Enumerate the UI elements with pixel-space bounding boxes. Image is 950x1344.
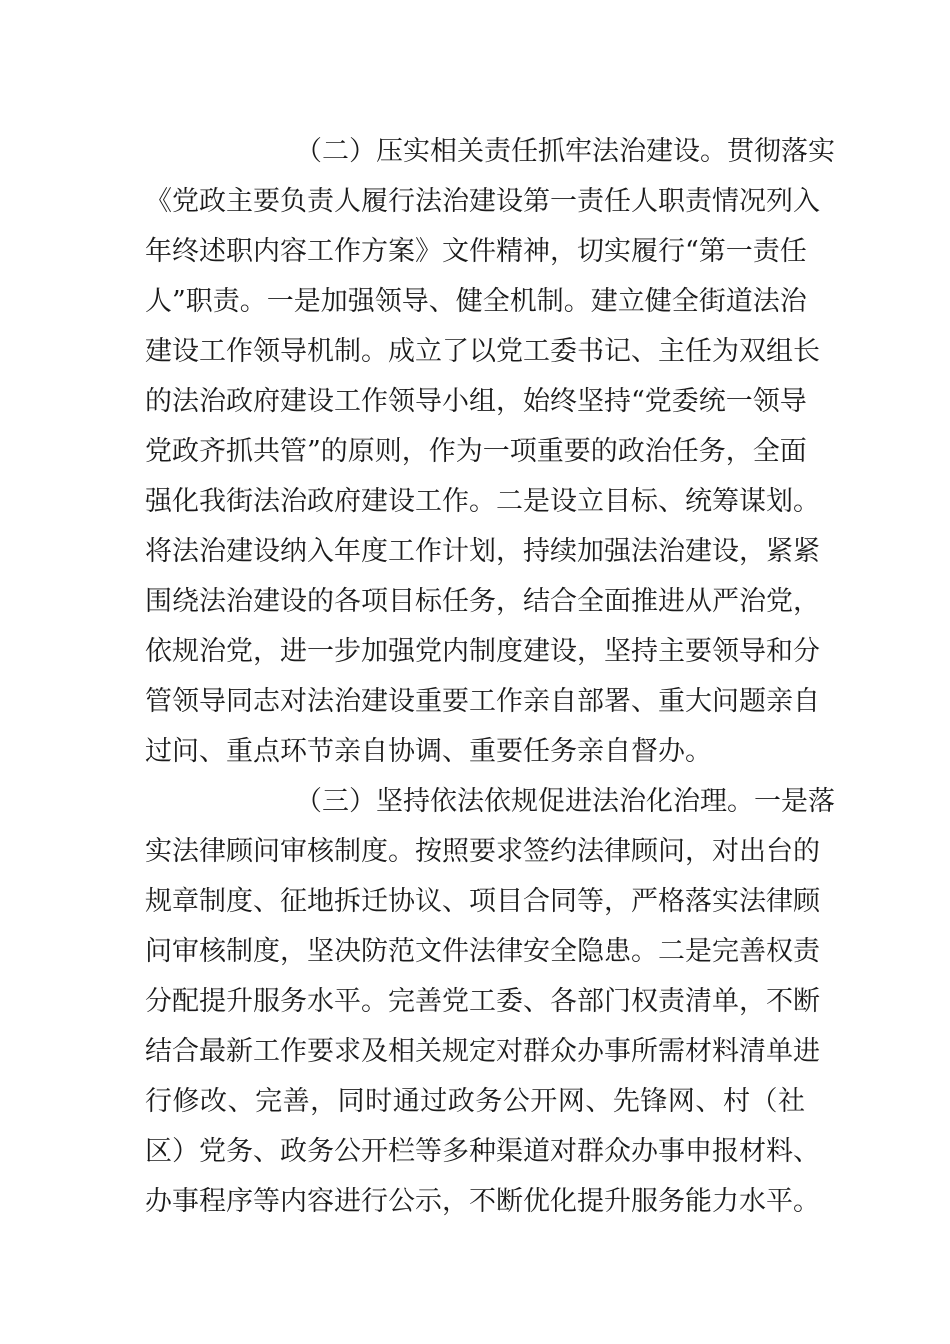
text-line: 建设工作领导机制。成立了以党工委书记、主任为双组长 [145, 336, 820, 367]
text-line: 过问、重点环节亲自协调、重要任务亲自督办。 [145, 736, 712, 767]
text-line: 将法治建设纳入年度工作计划，持续加强法治建设，紧紧 [145, 536, 820, 567]
text-line: （二）压实相关责任抓牢法治建设。贯彻落实 [295, 136, 835, 167]
text-line: 行修改、完善，同时通过政务公开网、先锋网、村（社 [145, 1086, 805, 1117]
text-line: 人”职责。一是加强领导、健全机制。建立健全街道法治 [145, 286, 807, 317]
text-line: 的法治政府建设工作领导小组，始终坚持“党委统一领导 [145, 386, 807, 417]
text-line: 年终述职内容工作方案》文件精神，切实履行“第一责任 [145, 236, 807, 267]
text-line: 办事程序等内容进行公示，不断优化提升服务能力水平。 [145, 1186, 820, 1217]
text-line: 围绕法治建设的各项目标任务，结合全面推进从严治党， [145, 586, 820, 617]
text-line: 管领导同志对法治建设重要工作亲自部署、重大问题亲自 [145, 686, 820, 717]
text-line: 规章制度、征地拆迁协议、项目合同等，严格落实法律顾 [145, 886, 820, 917]
text-line: 强化我街法治政府建设工作。二是设立目标、统筹谋划。 [145, 486, 820, 517]
text-line: 实法律顾问审核制度。按照要求签约法律顾问，对出台的 [145, 836, 820, 867]
text-line: 依规治党，进一步加强党内制度建设，坚持主要领导和分 [145, 636, 820, 667]
text-line: 区）党务、政务公开栏等多种渠道对群众办事申报材料、 [145, 1136, 820, 1167]
text-line: 党政齐抓共管”的原则，作为一项重要的政治任务，全面 [145, 436, 807, 467]
text-line: （三）坚持依法依规促进法治化治理。一是落 [295, 786, 835, 817]
text-line: 分配提升服务水平。完善党工委、各部门权责清单，不断 [145, 986, 820, 1017]
text-line: 《党政主要负责人履行法治建设第一责任人职责情况列入 [145, 186, 820, 217]
text-line: 结合最新工作要求及相关规定对群众办事所需材料清单进 [145, 1036, 820, 1067]
text-line: 问审核制度，坚决防范文件法律安全隐患。二是完善权责 [145, 936, 820, 967]
